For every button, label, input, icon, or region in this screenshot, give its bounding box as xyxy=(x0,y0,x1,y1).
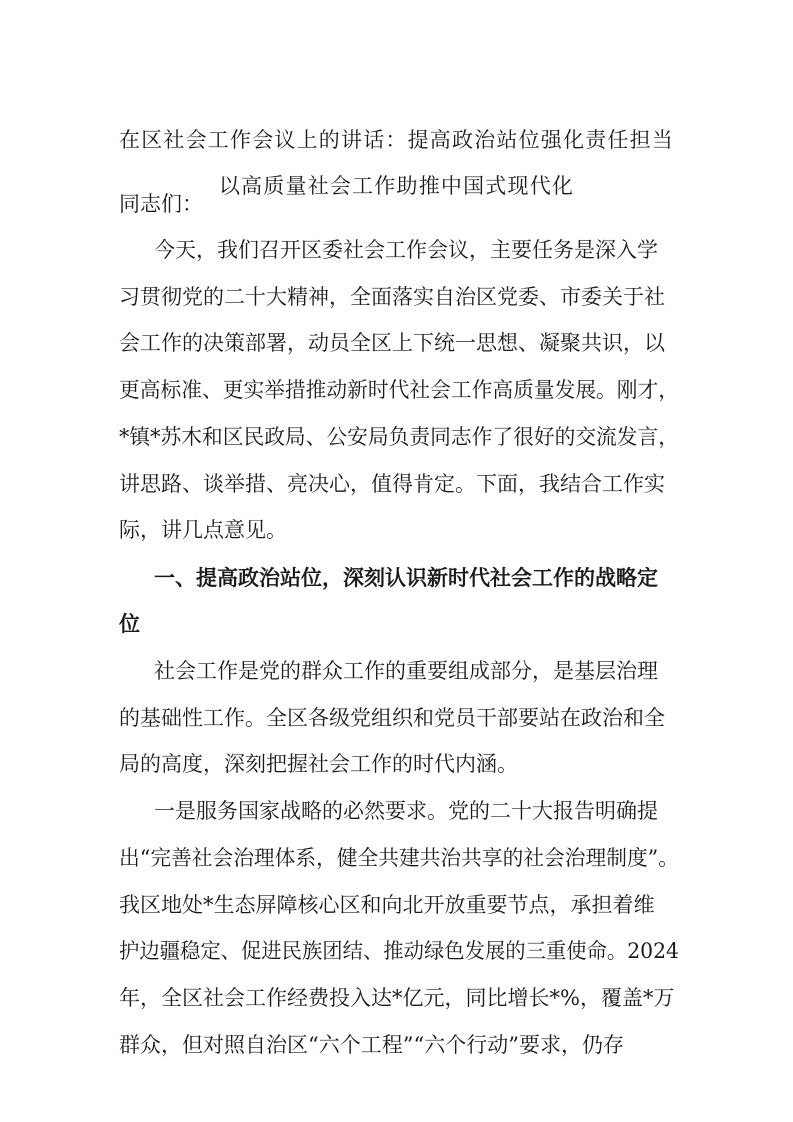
document-title-line-2: 以高质量社会工作助推中国式现代化 xyxy=(218,174,575,198)
paragraph-line: *镇*苏木和区民政局、公安局负责同志作了很好的交流发言， xyxy=(119,425,680,449)
paragraph-line: 我区地处*生态屏障核心区和向北开放重要节点，承担着维 xyxy=(119,893,655,917)
paragraph-line: 会工作的决策部署，动员全区上下统一思想、凝聚共识，以 xyxy=(119,331,665,355)
paragraph-line: 习贯彻党的二十大精神，全面落实自治区党委、市委关于社 xyxy=(119,285,665,309)
section-heading-line: 一、提高政治站位，深刻认识新时代社会工作的战略定 xyxy=(154,565,658,590)
paragraph-line: 护边疆稳定、促进民族团结、推动绿色发展的三重使命。2024 xyxy=(119,939,680,963)
section-heading-line: 位 xyxy=(119,611,140,636)
paragraph-line: 际，讲几点意见。 xyxy=(119,518,287,542)
paragraph-line: 群众，但对照自治区“六个工程”“六个行动”要求，仍存 xyxy=(119,1033,624,1057)
paragraph-line: 出“完善社会治理体系，健全共建共治共享的社会治理制度”。 xyxy=(119,846,679,870)
paragraph-line: 社会工作是党的群众工作的重要组成部分，是基层治理 xyxy=(154,659,658,683)
paragraph-line: 年，全区社会工作经费投入达*亿元，同比增长*%，覆盖*万 xyxy=(119,986,675,1010)
salutation: 同志们： xyxy=(119,192,203,216)
paragraph-line: 局的高度，深刻把握社会工作的时代内涵。 xyxy=(119,752,518,776)
paragraph-line: 一是服务国家战略的必然要求。党的二十大报告明确提 xyxy=(154,799,658,823)
paragraph-line: 的基础性工作。全区各级党组织和党员干部要站在政治和全 xyxy=(119,706,665,730)
document-title-line-1: 在区社会工作会议上的讲话：提高政治站位强化责任担当 xyxy=(119,128,674,152)
paragraph-line: 讲思路、谈举措、亮决心，值得肯定。下面，我结合工作实 xyxy=(119,472,665,496)
paragraph-line: 今天，我们召开区委社会工作会议，主要任务是深入学 xyxy=(154,238,658,262)
paragraph-line: 更高标准、更实举措推动新时代社会工作高质量发展。刚才， xyxy=(119,378,680,402)
